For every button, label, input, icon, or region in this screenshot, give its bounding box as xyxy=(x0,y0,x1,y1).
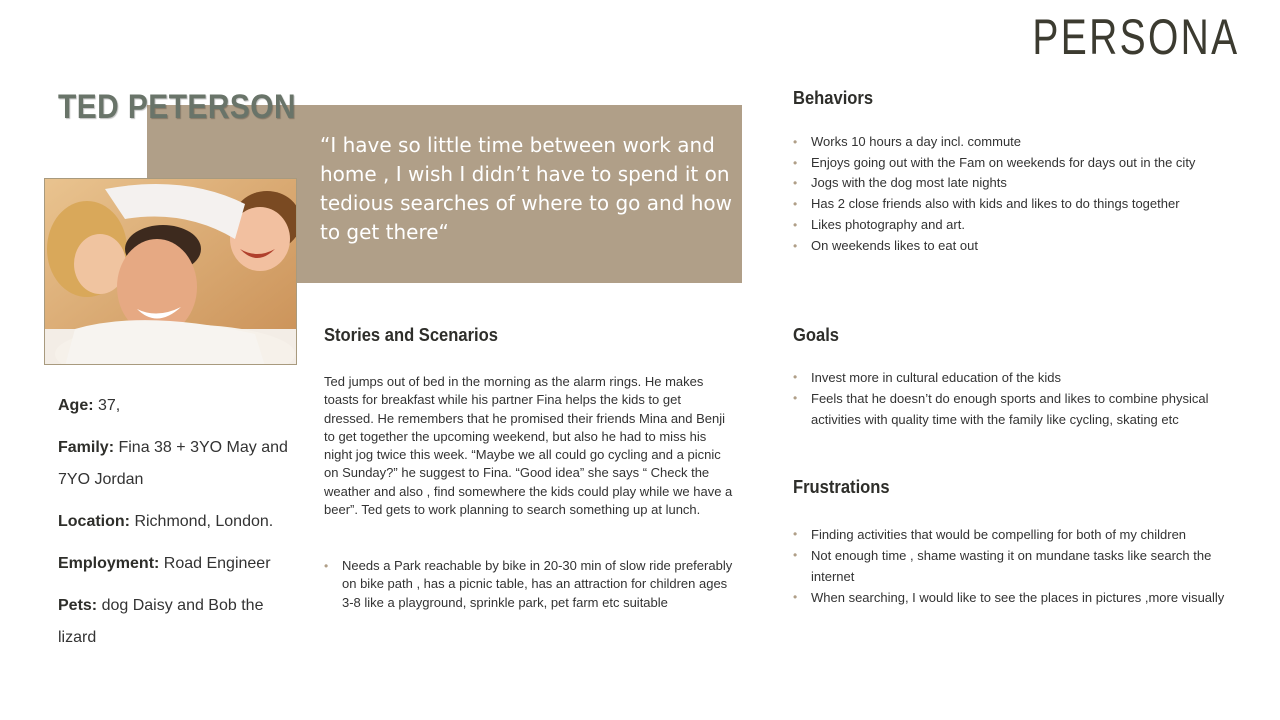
list-item: • Likes photography and art. xyxy=(793,215,1233,236)
bullet-icon: • xyxy=(793,590,798,604)
fact-label: Family: xyxy=(58,439,115,456)
list-item: • Invest more in cultural education of the kids xyxy=(793,367,1233,388)
fact-value: Richmond, London. xyxy=(130,513,274,530)
fact-label: Age: xyxy=(58,397,94,414)
list-item: • Has 2 close friends also with kids and likes to do things together xyxy=(793,194,1233,215)
bullet-icon: • xyxy=(793,370,798,384)
bullet-icon: • xyxy=(793,197,798,212)
list-item: • Jogs with the dog most late nights xyxy=(793,173,1233,194)
persona-facts xyxy=(58,390,298,664)
behaviors-list xyxy=(793,132,1233,256)
stories-bullets xyxy=(324,557,734,612)
bullet-icon: • xyxy=(793,176,798,191)
list-item: • On weekends likes to eat out xyxy=(793,236,1233,257)
frustrations-heading: Frustrations xyxy=(793,477,890,497)
frustrations-list xyxy=(793,524,1233,608)
fact-value: dog Daisy and Bob the lizard xyxy=(58,597,264,646)
list-item: • Works 10 hours a day incl. commute xyxy=(793,132,1233,153)
bullet-icon: • xyxy=(324,559,329,573)
fact-value: Fina 38 + 3YO May and 7YO Jordan xyxy=(58,439,288,488)
fact-family xyxy=(58,432,298,496)
goals-heading: Goals xyxy=(793,325,840,345)
list-item: • Finding activities that would be compelling for both of my children xyxy=(793,524,1233,545)
goals-list xyxy=(793,367,1233,430)
bullet-icon: • xyxy=(793,155,798,170)
stories-heading: Stories and Scenarios xyxy=(324,325,498,345)
persona-name: TED PETERSON xyxy=(58,88,297,126)
bullet-icon: • xyxy=(793,548,798,562)
fact-value: 37, xyxy=(93,397,121,414)
persona-quote: “I have so little time between work and home , I wish I didn’t have to spend it on tedious searches of where to go and how to get there“ xyxy=(320,133,733,244)
list-item: • Feels that he doesn’t do enough sports and likes to combine physical activities with quality time with the family like cycling, skating etc xyxy=(793,388,1233,430)
list-item: • When searching, I would like to see the places in pictures ,more visually xyxy=(793,587,1233,608)
fact-location xyxy=(58,506,298,538)
list-item: • Enjoys going out with the Fam on weekends for days out in the city xyxy=(793,153,1233,174)
fact-age xyxy=(58,390,298,422)
behaviors-heading: Behaviors xyxy=(793,88,874,108)
fact-label: Location: xyxy=(58,513,130,530)
bullet-icon: • xyxy=(793,135,798,149)
bullet-icon: • xyxy=(793,238,798,253)
fact-label: Pets: xyxy=(58,597,98,614)
fact-pets xyxy=(58,590,298,654)
bullet-icon: • xyxy=(793,391,798,405)
bullet-icon: • xyxy=(793,527,798,541)
list-item: • Not enough time , shame wasting it on mundane tasks like search the internet xyxy=(793,545,1233,587)
family-photo-illustration xyxy=(45,179,297,365)
fact-label: Employment: xyxy=(58,555,160,572)
bullet-icon: • xyxy=(793,217,798,232)
fact-value: Road Engineer xyxy=(159,555,271,572)
stories-text: Ted jumps out of bed in the morning as the alarm rings. He makes toasts for breakfast while his partner Fina helps the kids to get dressed. He remembers that he promised their friends Mina and Benji to get together the upcoming weekend, but also he had to miss his night jog twice this week. “Maybe we all could go cycling and a picnic on Sunday?” he suggest to Fina. “Good idea” she says “ Check the weather and also , find somewhere the kids could play while we have a beer”. Ted gets to work planning to search something up at lunch. xyxy=(324,374,733,518)
persona-photo xyxy=(44,178,297,365)
fact-employment xyxy=(58,548,298,580)
list-item: • Needs a Park reachable by bike in 20-30 min of slow ride preferably on bike path , has a picnic table, has an attraction for children ages 3-8 like a playground, sprinkle park, pet farm etc suitable xyxy=(324,558,733,610)
slide-title: PERSONA xyxy=(1032,9,1240,65)
